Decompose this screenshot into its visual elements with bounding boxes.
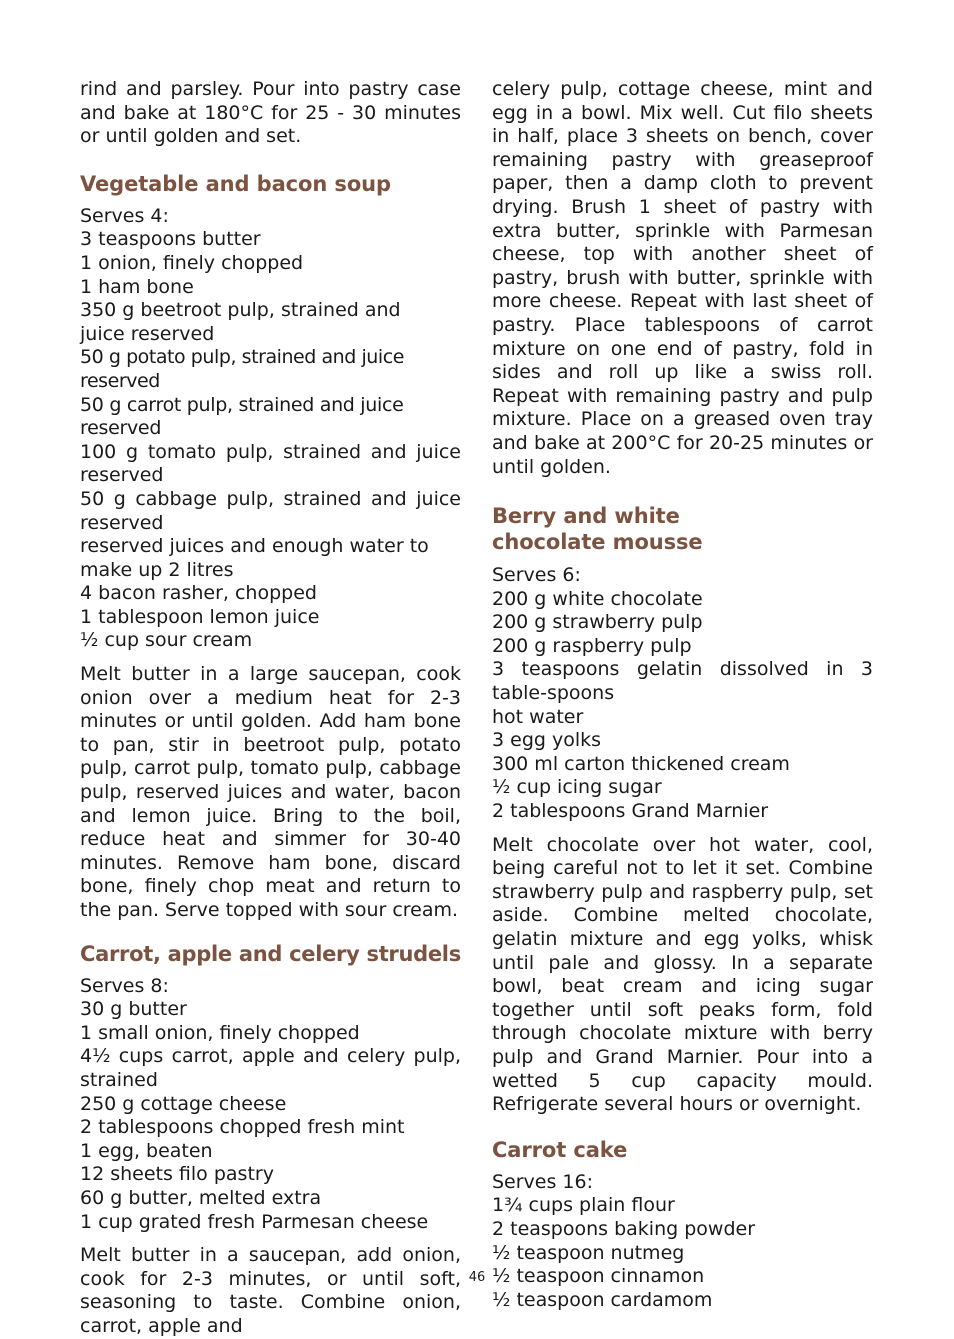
ingredient: 200 g strawberry pulp (492, 611, 703, 634)
ingredient: juice reserved (80, 322, 215, 345)
ingredient: 1 cup grated fresh Parmesan cheese (80, 1210, 429, 1233)
mousse-title-line-2: chocolate mousse (492, 530, 703, 555)
ingredient: reserved juices and enough water to (80, 535, 429, 558)
mousse-title-line-1: Berry and white (492, 504, 680, 529)
right-column (492, 78, 873, 1322)
mousse-recipe-title (492, 503, 873, 555)
ingredient: 50 g potato pulp, strained and juice reserved (80, 346, 404, 392)
soup-recipe-title: Vegetable and bacon soup (80, 171, 391, 196)
ingredient: 1 tablespoon lemon juice (80, 605, 320, 628)
ingredient: 300 ml carton thickened cream (492, 752, 790, 775)
soup-method: Melt butter in a large saucepan, cook onion over a medium heat for 2-3 minutes or until golden. Add ham bone to pan, stir in beetroot pulp, potato pulp, carrot pulp, tomato pulp, cabbage pulp, reserved juices and water, bacon and lemon juice. Bring to the boil, reduce heat and simmer for 30-40 minutes. Remove ham bone, discard bone, finely chop meat and return to the pan. Serve topped with sour cream. (80, 663, 461, 921)
ingredient: 60 g butter, melted extra (80, 1186, 322, 1209)
ingredient: ½ teaspoon cardamom (492, 1288, 713, 1311)
ingredient: 200 g raspberry pulp (492, 634, 692, 657)
ingredient: make up 2 litres (80, 558, 234, 581)
ingredient: 4½ cups carrot, apple and celery pulp, strained (80, 1045, 461, 1091)
cake-recipe-title: Carrot cake (492, 1137, 628, 1162)
ingredient: 3 teaspoons butter (80, 228, 261, 251)
strudels-method-continued: celery pulp, cottage cheese, mint and egg in a bowl. Mix well. Cut filo sheets in half, place 3 sheets on bench, cover remaining pastry with greaseproof paper, then a damp cloth to prevent drying. Brush 1 sheet of pastry with extra butter, sprinkle with Parmesan cheese, top with another sheet of pastry, brush with butter, sprinkle with more cheese. Repeat with last sheet of pastry. Place tablespoons of carrot mixture on one end of pastry, fold in sides and roll up like a swiss roll. Repeat with remaining pastry and pulp mixture. Place on a greased oven tray and bake at 200°C for 20-25 minutes or until golden. (492, 78, 873, 478)
ingredient: 4 bacon rasher, chopped (80, 582, 317, 605)
strudels-serves: Serves 8: (80, 974, 169, 997)
ingredient: 30 g butter (80, 998, 187, 1021)
cake-serves: Serves 16: (492, 1170, 594, 1193)
ingredient: 50 g carrot pulp, strained and juice reserved (80, 393, 404, 440)
ingredient: hot water (492, 705, 584, 728)
ingredient: ½ cup sour cream (80, 629, 253, 652)
ingredient: 1 onion, finely chopped (80, 251, 304, 274)
page-number: 46 (468, 1270, 486, 1285)
mousse-ingredient-list (492, 588, 873, 824)
ingredient: 100 g tomato pulp, strained and juice reserved (80, 440, 461, 487)
ingredient: 3 egg yolks (492, 729, 602, 752)
ingredient: 2 tablespoons Grand Marnier (492, 800, 769, 823)
ingredient: 2 teaspoons baking powder (492, 1217, 756, 1240)
ingredient: 1¾ cups plain flour (492, 1194, 675, 1217)
left-column (80, 78, 461, 1339)
ingredient: ½ teaspoon cinnamon (492, 1265, 705, 1288)
soup-ingredient-list (80, 228, 461, 653)
strudels-method-start: Melt butter in a saucepan, add onion, cook for 2-3 minutes, or until soft, seasoning to taste. Combine onion, carrot, apple and (80, 1244, 461, 1337)
ingredient: 1 small onion, finely chopped (80, 1021, 360, 1044)
ingredient: 2 tablespoons chopped fresh mint (80, 1116, 405, 1139)
ingredient: 50 g cabbage pulp, strained and juice reserved (80, 487, 461, 534)
ingredient: ½ cup icing sugar (492, 776, 662, 799)
ingredient: 250 g cottage cheese (80, 1092, 287, 1115)
ingredient: 12 sheets filo pastry (80, 1163, 274, 1186)
cake-ingredient-list (492, 1194, 873, 1312)
soup-serves: Serves 4: (80, 204, 169, 227)
strudels-recipe-title: Carrot, apple and celery strudels (80, 941, 461, 966)
ingredient: 1 ham bone (80, 275, 194, 298)
ingredient: 200 g white chocolate (492, 587, 703, 610)
ingredient: 350 g beetroot pulp, strained and (80, 299, 401, 322)
ingredient: ½ teaspoon nutmeg (492, 1241, 685, 1264)
strudels-ingredient-list (80, 998, 461, 1234)
mousse-serves: Serves 6: (492, 564, 581, 587)
ingredient: 3 teaspoons gelatin dissolved in 3 table-spoons (492, 658, 873, 705)
mousse-method: Melt chocolate over hot water, cool, being careful not to let it set. Combine strawberry pulp and raspberry pulp, set aside. Combine melted chocolate, gelatin mixture and egg yolks, whisk until pale and glossy. In a separate bowl, beat cream and icing sugar together until soft peaks form, fold through chocolate mixture with berry pulp and Grand Marnier. Pour into a wetted 5 cup capacity mould. Refrigerate several hours or overnight. (492, 833, 873, 1116)
intro-paragraph: rind and parsley. Pour into pastry case and bake at 180°C for 25 - 30 minutes or until golden and set. (80, 78, 461, 148)
ingredient: 1 egg, beaten (80, 1139, 213, 1162)
